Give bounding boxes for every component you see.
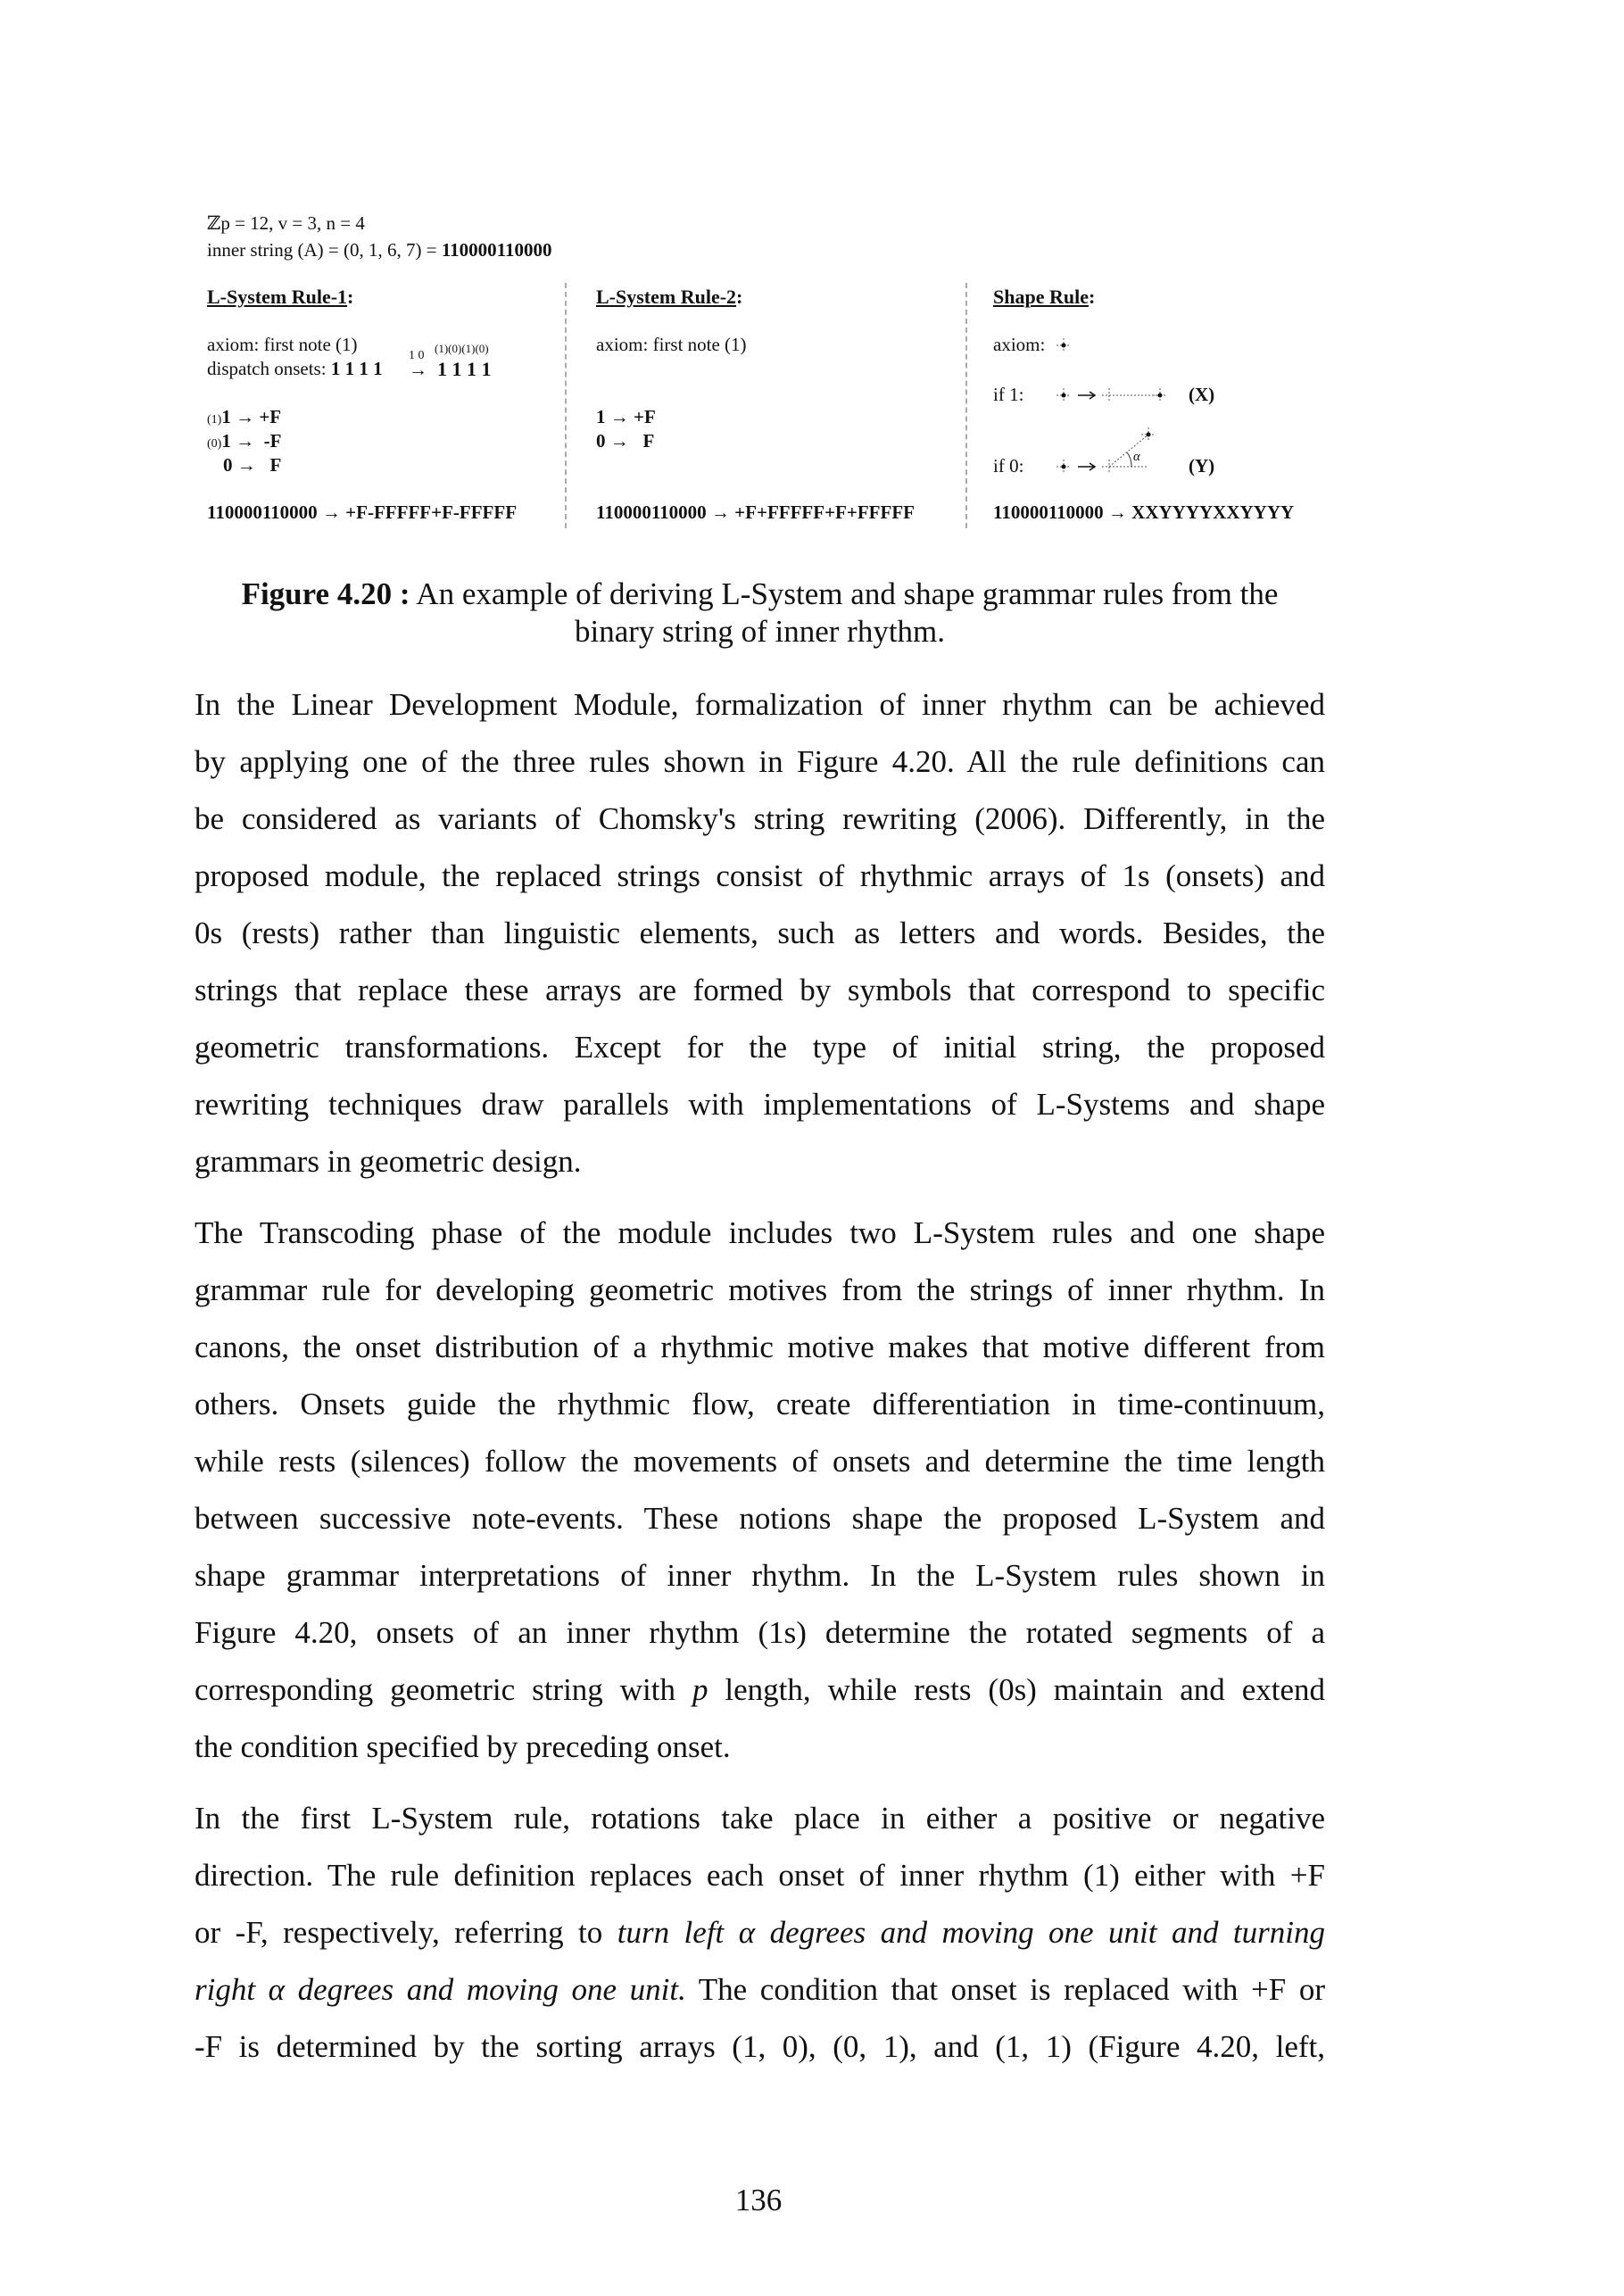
text-line — [195, 1490, 1325, 1547]
italic-text: turn left α degrees and moving one unit and turning — [617, 1915, 1325, 1950]
text-span: 0s (rests) rather than linguistic elements, such as letters and words. Besides, the — [195, 916, 1325, 950]
text-span: between successive note-events. These notions shape the proposed L-System and — [195, 1501, 1325, 1536]
shape-rule-diagram — [1044, 330, 1178, 482]
paragraph — [195, 676, 1325, 1190]
text-span: shape grammar interpretations of inner rhythm. In the L-System rules shown in — [195, 1558, 1325, 1593]
rule1-heading: L-System Rule-1: — [207, 286, 354, 308]
text-line — [195, 1547, 1325, 1604]
text-span: by applying one of the three rules shown in Figure 4.20. All the rule definitions can — [195, 744, 1325, 779]
rule1-result: 110000110000 → +F-FFFFF+F-FFFFF — [207, 501, 518, 523]
rule2-heading-text: L-System Rule-2 — [596, 286, 737, 308]
dispatch-superscript: (1)(0)(1)(0) — [435, 342, 489, 355]
text-span: corresponding geometric string with — [195, 1672, 692, 1707]
shape-result: 110000110000 → XXYYYYXXYYYY — [993, 501, 1295, 523]
text-line — [195, 1847, 1325, 1904]
text-span: others. Onsets guide the rhythmic flow, create differentiation in time-continuum, — [195, 1387, 1325, 1422]
dispatch-arrow: → — [409, 359, 427, 380]
shape-y-label: (Y) — [1189, 455, 1215, 477]
text-line — [195, 962, 1325, 1019]
text-line — [195, 2018, 1325, 2076]
rule2-heading: L-System Rule-2: — [596, 286, 743, 308]
text-span: The condition that onset is replaced with +F or — [685, 1972, 1325, 2007]
inner-string-label: inner string (A) = (0, 1, 6, 7) = — [207, 239, 442, 261]
text-span: be considered as variants of Chomsky's string rewriting (2006). Differently, in the — [195, 801, 1325, 836]
figure-caption — [195, 576, 1325, 651]
text-span: or -F, respectively, referring to — [195, 1915, 617, 1950]
rule1-rule — [207, 408, 281, 427]
caption-label: Figure 4.20 : — [241, 576, 410, 611]
caption-line — [195, 576, 1325, 613]
text-span: rewriting techniques draw parallels with implementations of L-Systems and shape — [195, 1087, 1325, 1122]
rule1-rule — [207, 432, 281, 451]
text-line — [195, 848, 1325, 905]
text-span: The Transcoding phase of the module includes two L-System rules and one shape — [195, 1215, 1325, 1250]
page-number: 136 — [734, 2183, 783, 2217]
text-span: -F is determined by the sorting arrays (1, 0), (0, 1), and (1, 1) (Figure 4.20, left, — [195, 2029, 1325, 2064]
shape-if1-label: if 1: — [993, 384, 1024, 405]
rule-prefix: (0) — [207, 437, 222, 451]
shape-heading: Shape Rule: — [993, 286, 1096, 308]
text-span: grammars in geometric design. — [195, 1144, 582, 1179]
dispatch-arrow-label: 1 0 — [409, 349, 425, 362]
column-divider — [565, 283, 567, 528]
italic-text: p — [692, 1672, 708, 1707]
inner-string-value: 110000110000 — [441, 239, 552, 261]
inner-string — [207, 241, 552, 260]
rule-prefix: (1) — [207, 413, 222, 427]
rule2-axiom: axiom: first note (1) — [596, 334, 747, 355]
text-span: In the Linear Development Module, formalization of inner rhythm can be achieved — [195, 687, 1325, 722]
text-line — [195, 1961, 1325, 2018]
text-line — [195, 1433, 1325, 1490]
rule2-rule: 1 → +F — [596, 406, 656, 427]
paragraph — [195, 1790, 1325, 2076]
rule-text: 1 → -F — [221, 430, 282, 452]
italic-text: right α degrees and moving one unit. — [195, 1972, 686, 2007]
text-span: direction. The rule definition replaces each onset of inner rhythm (1) either with +F — [195, 1858, 1325, 1893]
text-line — [195, 905, 1325, 962]
shape-heading-text: Shape Rule — [993, 286, 1089, 308]
text-line — [195, 734, 1325, 791]
text-span: grammar rule for developing geometric motives from the strings of inner rhythm. In — [195, 1272, 1325, 1307]
paragraph — [195, 1205, 1325, 1776]
text-span: length, while rests (0s) maintain and extend — [708, 1672, 1326, 1707]
text-span: Figure 4.20, onsets of an inner rhythm (1s) determine the rotated segments of a — [195, 1615, 1325, 1650]
rule1-heading-text: L-System Rule-1 — [207, 286, 348, 308]
text-line — [195, 1076, 1325, 1133]
caption-line: binary string of inner rhythm. — [574, 614, 946, 649]
caption-text: An example of deriving L-System and shape grammar rules from the — [410, 576, 1279, 611]
text-line — [195, 1376, 1325, 1433]
text-line — [195, 1719, 1325, 1776]
rule-text: 1 → +F — [221, 406, 282, 427]
body-text — [195, 676, 1325, 2090]
rule2-rule: 0 → F — [596, 430, 655, 452]
dispatch-label: dispatch onsets: — [207, 358, 331, 379]
text-line — [195, 791, 1325, 848]
column-divider — [965, 283, 967, 528]
dispatch-right: 1 1 1 1 — [437, 358, 492, 380]
text-line — [195, 1319, 1325, 1376]
text-line — [195, 1904, 1325, 1961]
shape-if0-label: if 0: — [993, 455, 1024, 477]
rule1-rule — [223, 456, 281, 475]
text-span: proposed module, the replaced strings consist of rhythmic arrays of 1s (onsets) and — [195, 858, 1325, 893]
rule1-axiom: axiom: first note (1) — [207, 334, 358, 355]
figure-params: ℤp = 12, v = 3, n = 4 — [207, 212, 365, 234]
rule-text: 0 → F — [223, 454, 282, 476]
text-line — [195, 1133, 1325, 1190]
text-span: strings that replace these arrays are formed by symbols that correspond to specific — [195, 973, 1325, 1007]
text-line — [195, 1205, 1325, 1262]
text-span: canons, the onset distribution of a rhythmic motive makes that motive different from — [195, 1330, 1325, 1364]
text-line — [195, 1790, 1325, 1847]
text-span: while rests (silences) follow the movements of onsets and determine the time length — [195, 1444, 1325, 1479]
text-line — [195, 1262, 1325, 1319]
text-span: geometric transformations. Except for the type of initial string, the proposed — [195, 1030, 1325, 1065]
alpha-label: α — [1133, 450, 1140, 464]
text-line — [195, 1604, 1325, 1662]
rule1-dispatch — [207, 360, 383, 378]
text-line — [195, 1662, 1325, 1719]
shape-axiom-label: axiom: — [993, 334, 1046, 355]
text-line — [195, 676, 1325, 734]
text-span: In the first L-System rule, rotations take place in either a positive or negative — [195, 1801, 1325, 1836]
text-span: the condition specified by preceding onset. — [195, 1729, 731, 1764]
text-line — [195, 1019, 1325, 1076]
dispatch-left: 1 1 1 1 — [330, 358, 383, 379]
rule2-result: 110000110000 → +F+FFFFF+F+FFFFF — [596, 501, 915, 523]
shape-x-label: (X) — [1189, 384, 1215, 405]
